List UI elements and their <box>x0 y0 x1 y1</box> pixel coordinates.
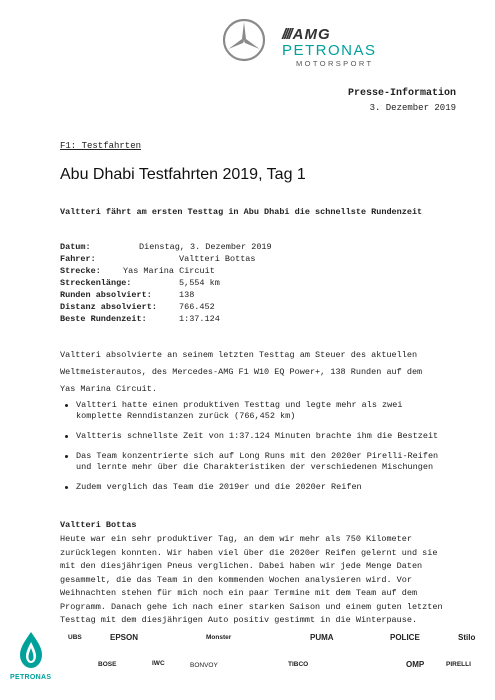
bullet-icon <box>65 486 68 489</box>
bullet-text: Das Team konzentrierte sich auf Long Runs mit den 2020er Pirelli-Reifen und lernte mehr über die Charakteristiken der verschiedenen Mischungen <box>76 451 439 472</box>
brand-motorsport: MOTORSPORT <box>296 59 374 68</box>
bullet-text: Valtteri hatte einen produktiven Testtag und legte mehr als zwei komplette Renndistanzen zurück (766,452 km) <box>76 400 403 421</box>
section-label: F1: Testfahrten <box>60 141 142 151</box>
press-info <box>348 86 456 116</box>
fact-key: Streckenlänge: <box>60 278 132 288</box>
list-item <box>60 400 450 422</box>
bullet-icon <box>65 404 68 407</box>
fact-key: Datum: <box>60 242 91 252</box>
fact-key: Beste Rundenzeit: <box>60 314 147 324</box>
mercedes-star-icon <box>222 18 266 62</box>
bullet-icon <box>65 435 68 438</box>
press-title: Presse-Information <box>347 88 456 99</box>
petronas-wordmark: PETRONAS <box>10 674 52 681</box>
list-item <box>60 482 450 493</box>
sponsor-logo-monster: Monster <box>206 634 232 641</box>
sponsor-logo-ubs: UBS <box>68 634 82 641</box>
fact-value: 766.452 <box>179 302 215 312</box>
sponsor-logo-omp: OMP <box>406 660 425 669</box>
brand-petronas: PETRONAS <box>282 42 377 59</box>
bullet-text: Zudem verglich das Team die 2019er und die 2020er Reifen <box>76 482 362 492</box>
subtitle: Valtteri fährt am ersten Testtag in Abu Dhabi die schnellste Rundenzeit <box>60 207 423 217</box>
sponsor-logo-epson: EPSON <box>110 633 139 642</box>
sponsor-footer <box>10 628 490 694</box>
fact-value: 1:37.124 <box>179 314 220 324</box>
sponsor-logo-pirelli: PIRELLI <box>446 661 471 668</box>
sponsor-logo-bonvoy: BONVOY <box>190 662 218 669</box>
fact-value: 138 <box>179 290 195 300</box>
press-date: 3. Dezember 2019 <box>369 103 456 113</box>
fact-value: Valtteri Bottas <box>179 254 256 264</box>
list-item <box>60 431 450 442</box>
page-title: Abu Dhabi Testfahrten 2019, Tag 1 <box>60 166 306 183</box>
fact-key: Fahrer: <box>60 254 96 264</box>
list-item <box>60 451 450 473</box>
fact-value: Dienstag, 3. Dezember 2019 <box>139 242 272 252</box>
brand-amg: AMG <box>292 26 331 43</box>
sponsor-logo-tibco: TIBCO <box>288 661 309 668</box>
quote-speaker: Valtteri Bottas <box>60 520 137 530</box>
bullet-icon <box>65 455 68 458</box>
intro-paragraph: Valtteri absolvierte an seinem letzten Testtag am Steuer des aktuellen Weltmeisterautos, des Mercedes-AMG F1 W10 EQ Power+, 138 Runden auf dem Yas Marina Circuit. <box>60 350 423 394</box>
bullet-list <box>60 400 450 502</box>
fact-key: Distanz absolviert: <box>60 302 157 312</box>
amg-petronas-brand <box>282 26 377 68</box>
sponsor-logo-iwc: IWC <box>152 660 165 667</box>
bullet-text: Valtteris schnellste Zeit von 1:37.124 Minuten brachte ihm die Bestzeit <box>76 431 439 441</box>
fact-value: 5,554 km <box>179 278 220 288</box>
sponsor-logo-stilo: Stilo <box>458 633 476 642</box>
sponsor-logo-bose: BOSE <box>98 661 117 668</box>
quote-text: Heute war ein sehr produktiver Tag, an dem wir mehr als 750 Kilometer zurücklegen konnten. Wir haben viel über die 2020er Reifen gelernt und sie mit den diesjährigen Pneus verglichen. Dabei haben wir jede Menge Daten gesammelt, die das Team in den kommenden Wochen analysieren wird. Vor Weihnachten stehen für mich noch ein paar Termine mit dem Team auf dem Programm. Danach gehe ich nach einer starken Saison und einem guten letzten Testtag mit dem diesjährigen Auto positiv gestimmt in die Winterpause. <box>60 534 443 625</box>
fact-value: Yas Marina Circuit <box>123 266 215 276</box>
fact-key: Runden absolviert: <box>60 290 152 300</box>
sponsor-logo-police: POLICE <box>390 633 420 642</box>
petronas-logo-icon <box>16 630 46 670</box>
amg-slashes-icon: //// <box>282 26 291 43</box>
sponsor-logo-puma: PUMA <box>310 633 334 642</box>
fact-key: Strecke: <box>60 266 101 276</box>
